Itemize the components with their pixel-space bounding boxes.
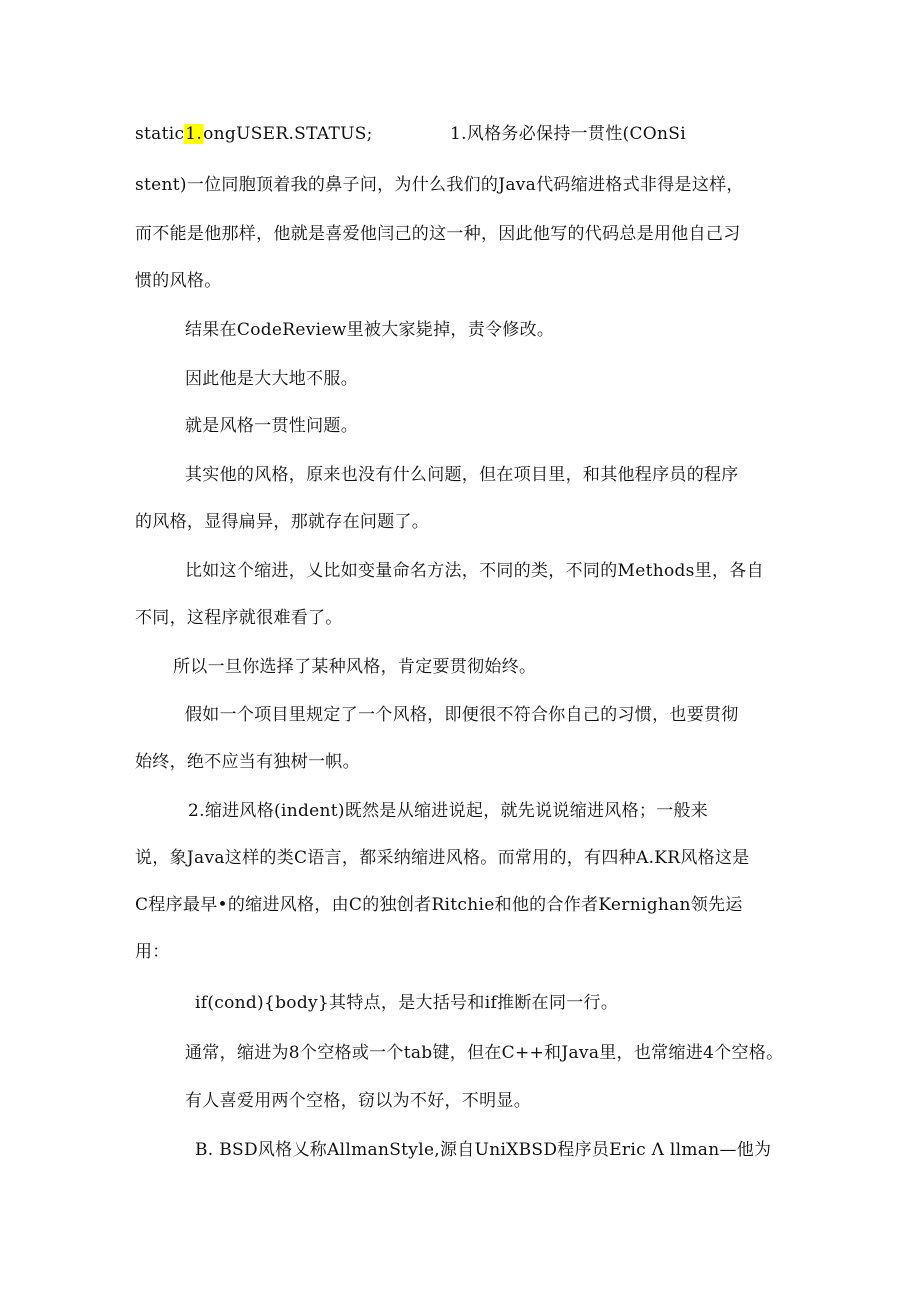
paragraph-line: 始终，绝不应当有独树一帜。 (135, 752, 360, 772)
paragraph-line: 其实他的风格，原来也没有什么问题，但在项目里，和其他程序员的程序 (185, 465, 739, 485)
paragraph-line: 所以一旦你选择了某种风格，肯定要贯彻始终。 (173, 657, 537, 677)
line-1 (135, 122, 373, 146)
paragraph-line: 惯的风格。 (135, 271, 222, 291)
paragraph-line: 假如一个项目里规定了一个风格，即便很不符合你自己的习惯，也要贯彻 (185, 705, 739, 725)
paragraph-line: 的风格，显得扁异，那就存在问题了。 (135, 512, 430, 532)
line-1-heading: 1.风格务必保持一贯性(COnSi (450, 124, 686, 144)
paragraph-line: B. BSD风格乂称AllmanStyle,源自UniXBSD程序员Eric Λ llman—他为 (195, 1140, 772, 1160)
paragraph-line: 比如这个缩进，乂比如变量命名方法，不同的类，不同的Methods里，各自 (185, 561, 764, 581)
paragraph-line: 不同，这程序就很难看了。 (135, 608, 343, 628)
paragraph-line: C程序最早•的缩进风格，由C的独创者Ritchie和他的合作者Kernighan领先运 (135, 895, 743, 915)
paragraph-line: 2.缩进风格(indent)既然是从缩进说起，就先说说缩进风格；一般来 (188, 801, 709, 821)
paragraph-line: 说，象Java这样的类C语言，都采纳缩进风格。而常用的，有四种A.KR风格这是 (135, 848, 750, 868)
paragraph-line: 而不能是他那样，他就是喜爱他闫己的这一种，因此他写的代码总是用他自己习 (135, 224, 741, 244)
paragraph-line: 有人喜爱用两个空格，窃以为不好，不明显。 (185, 1091, 531, 1111)
paragraph-line: 用： (135, 942, 170, 962)
paragraph-line: if(cond){body}其特点，是大括号和if推断在同一行。 (195, 993, 619, 1013)
paragraph-line: 通常，缩进为8个空格或一个tab键，但在C++和Java里，也常缩进4个空格。 (185, 1043, 784, 1063)
paragraph-line: 就是风格一贯性问题。 (185, 416, 358, 436)
line-1-code-start: static (135, 124, 185, 144)
paragraph-line: stent)一位同胞顶着我的鼻子问，为什么我们的Java代码缩进格式非得是这样， (135, 175, 744, 195)
paragraph-line: 因此他是大大地不服。 (185, 369, 358, 389)
paragraph-line: 结果在CodeReview里被大家毙掉，责令修改。 (185, 320, 555, 340)
line-1-highlight: 1. (185, 124, 203, 144)
line-1-code-end: ongUSER.STATUS; (203, 124, 373, 144)
